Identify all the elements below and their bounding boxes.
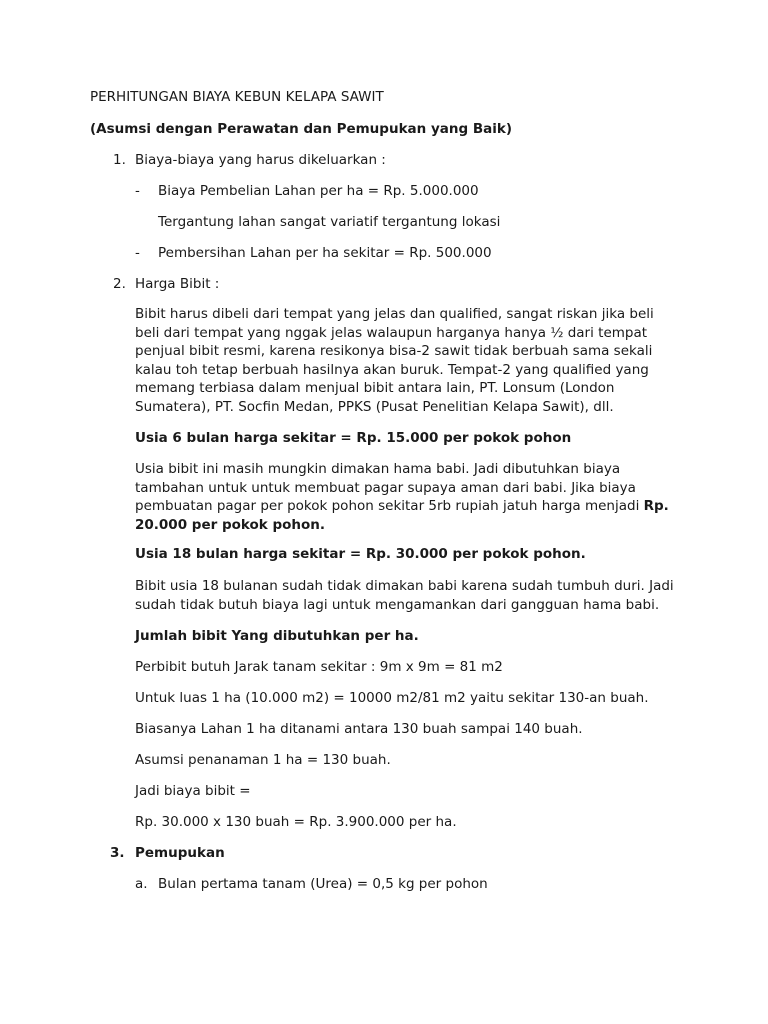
paragraph-line: sudah tidak butuh biaya lagi untuk mengamankan dari gangguan hama babi.	[135, 596, 660, 613]
paragraph-line: kalau toh tetap berbuah hasilnya akan buruk. Tempat-2 yang qualified yang	[135, 361, 649, 378]
land-purchase-cost: Biaya Pembelian Lahan per ha = Rp. 5.000.000	[158, 183, 479, 199]
land-cost-note: Tergantung lahan sangat variatif tergantung lokasi	[158, 214, 501, 230]
section-2-number: 2.	[113, 276, 126, 292]
paragraph-line: Usia bibit ini masih mungkin dimakan hama babi. Jadi dibutuhkan biaya	[135, 461, 621, 477]
paragraph-line: tambahan untuk untuk membuat pagar supaya aman dari babi. Jika biaya	[135, 479, 636, 496]
planting-spacing: Perbibit butuh Jarak tanam sekitar : 9m x 9m = 81 m2	[135, 659, 503, 675]
fence-cost-text: pembuatan pagar per pokok pohon sekitar 5rb rupiah jatuh harga menjadi	[135, 498, 644, 514]
section-2-heading: Harga Bibit :	[135, 276, 220, 292]
seedling-18-month-paragraph	[135, 577, 674, 614]
seedlings-per-ha: Untuk luas 1 ha (10.000 m2) = 10000 m2/81 m2 yaitu sekitar 130-an buah.	[135, 690, 649, 706]
fence-price-bold: Rp.	[643, 498, 669, 514]
planting-assumption: Asumsi penanaman 1 ha = 130 buah.	[135, 752, 391, 768]
seedling-18-month-price: Usia 18 bulan harga sekitar = Rp. 30.000 per pokok pohon.	[135, 546, 586, 562]
seedling-source-paragraph	[135, 305, 654, 416]
land-clearing-cost: Pembersihan Lahan per ha sekitar = Rp. 500.000	[158, 245, 492, 261]
section-3-heading: Pemupukan	[135, 845, 225, 861]
paragraph-line: Bibit harus dibeli dari tempat yang jelas dan qualified, sangat riskan jika beli	[135, 306, 654, 322]
item-a-letter: a.	[135, 876, 148, 892]
seedling-6-month-paragraph	[135, 460, 669, 534]
seedling-cost-total: Rp. 30.000 x 130 buah = Rp. 3.900.000 per ha.	[135, 814, 457, 830]
total-price-per-tree: 20.000 per pokok pohon.	[135, 516, 326, 533]
typical-planting: Biasanya Lahan 1 ha ditanami antara 130 buah sampai 140 buah.	[135, 721, 583, 737]
list-dash: -	[135, 245, 140, 261]
list-dash: -	[135, 183, 140, 199]
fertilizer-month-1: Bulan pertama tanam (Urea) = 0,5 kg per pohon	[158, 876, 488, 892]
paragraph-line: memang terbiasa dalam menjual bibit antara lain, PT. Lonsum (London	[135, 380, 615, 396]
section-3-number: 3.	[110, 845, 125, 861]
seedling-6-month-price: Usia 6 bulan harga sekitar = Rp. 15.000 per pokok pohon	[135, 430, 572, 446]
document-subtitle: (Asumsi dengan Perawatan dan Pemupukan yang Baik)	[90, 121, 513, 137]
seedling-cost-label: Jadi biaya bibit =	[135, 783, 251, 799]
paragraph-line: Sumatera), PT. Socfin Medan, PPKS (Pusat Penelitian Kelapa Sawit), dll.	[135, 398, 614, 415]
paragraph-line: Bibit usia 18 bulanan sudah tidak dimakan babi karena sudah tumbuh duri. Jadi	[135, 578, 674, 594]
paragraph-line	[135, 497, 669, 516]
paragraph-line: beli dari tempat yang nggak jelas walaupun harganya hanya ½ dari tempat	[135, 324, 648, 341]
paragraph-line: penjual bibit resmi, karena resikonya bisa-2 sawit tidak berbuah sama sekali	[135, 343, 653, 359]
seedling-count-heading: Jumlah bibit Yang dibutuhkan per ha.	[135, 628, 419, 644]
document-title: PERHITUNGAN BIAYA KEBUN KELAPA SAWIT	[90, 89, 384, 105]
section-1-number: 1.	[113, 152, 126, 168]
section-1-heading: Biaya-biaya yang harus dikeluarkan :	[135, 152, 386, 168]
